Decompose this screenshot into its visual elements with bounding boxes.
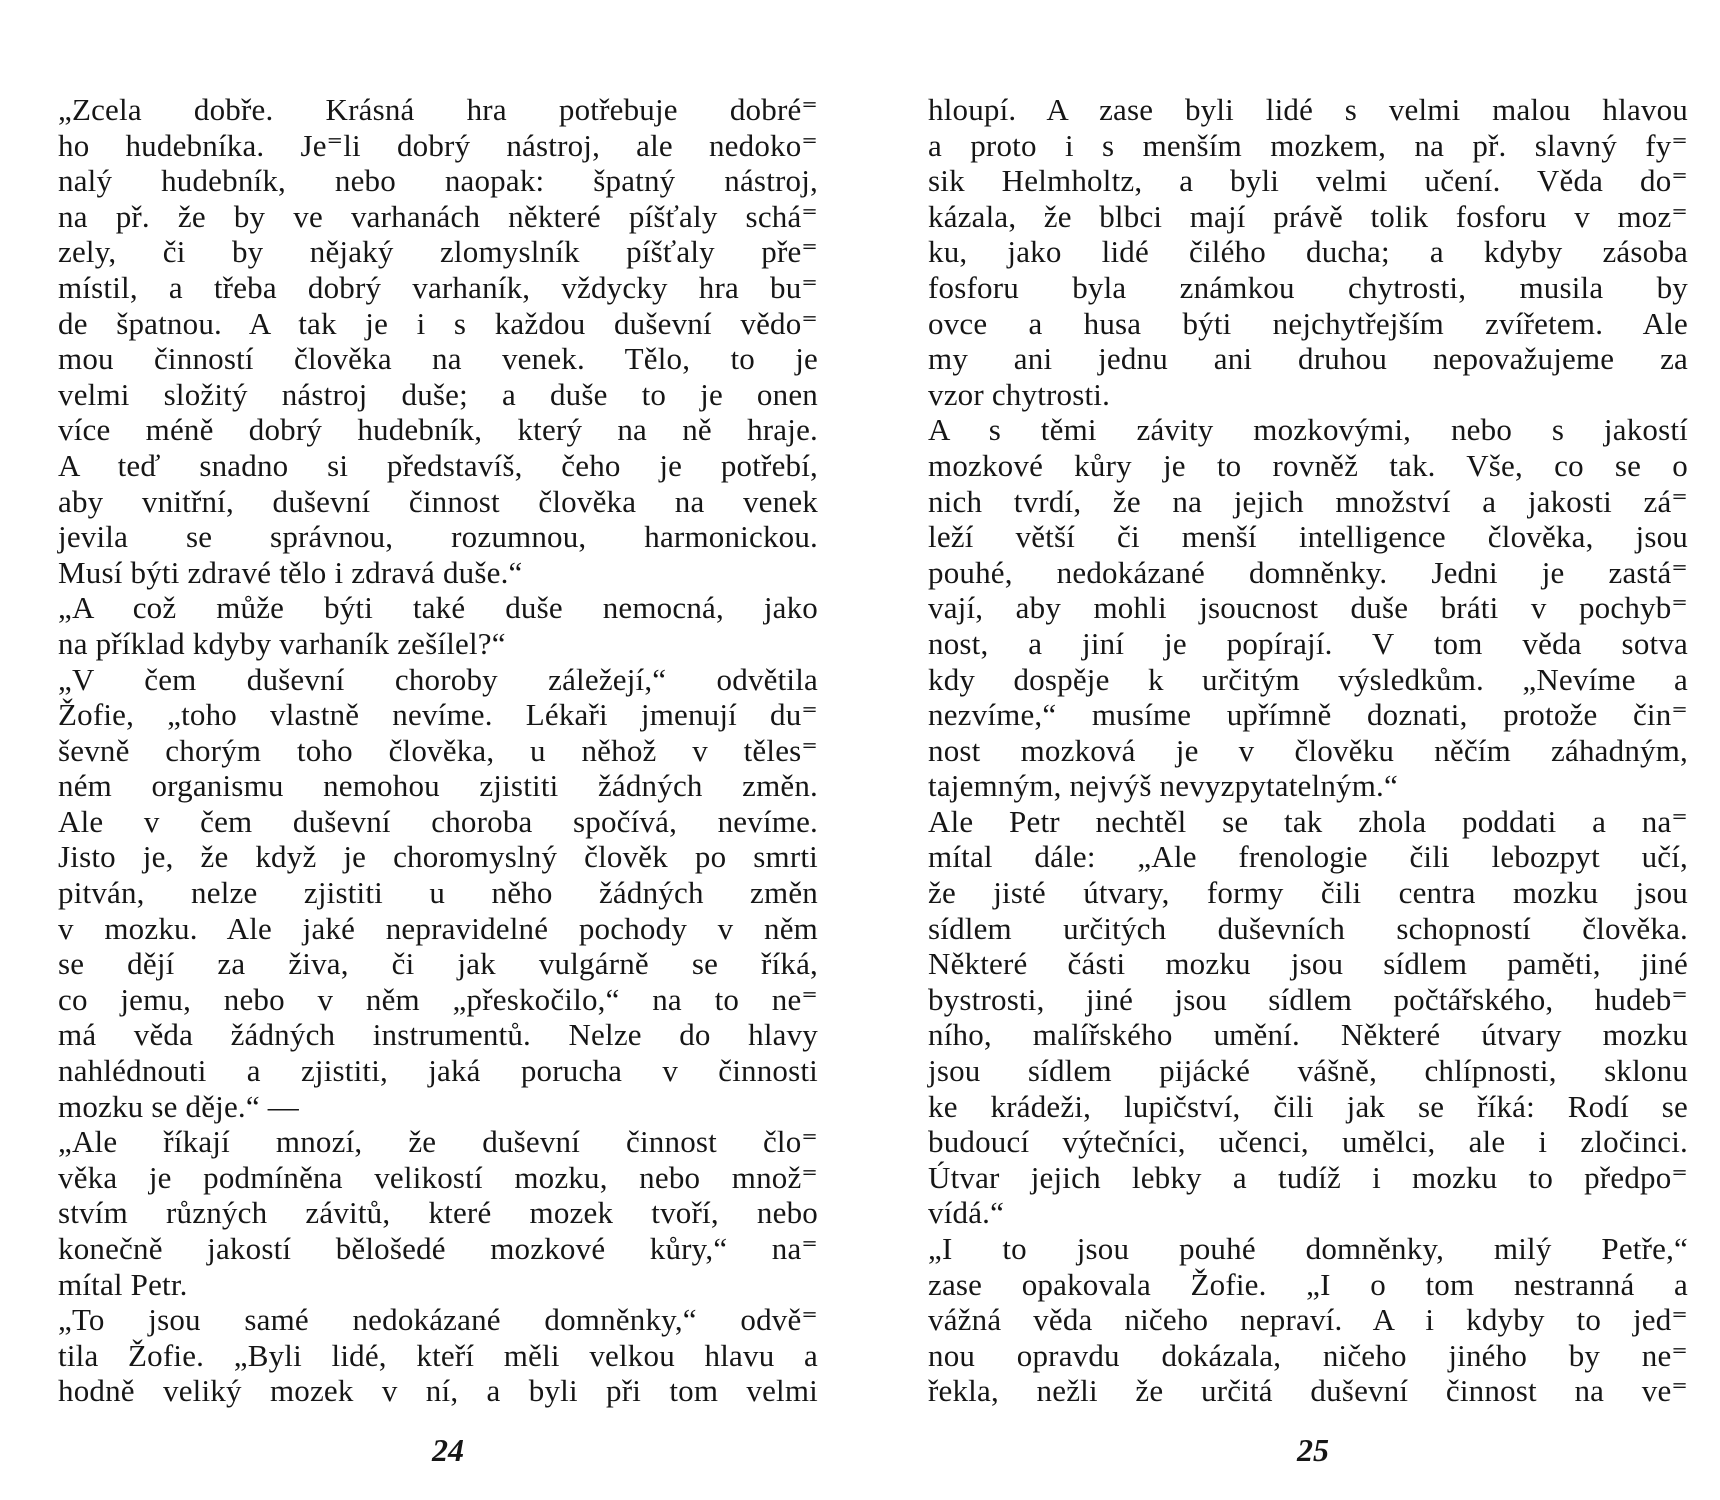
right-page-line: jsou sídlem pijácké vášně, chlípnosti, sklonu — [928, 1053, 1688, 1089]
right-page-line: vají, aby mohli jsoucnost duše bráti v pochyb⁼ — [928, 590, 1688, 626]
left-page-line: mou činností člověka na venek. Tělo, to je — [58, 341, 818, 377]
left-page-line: ho hudebníka. Je⁼li dobrý nástroj, ale nedoko⁼ — [58, 127, 818, 163]
left-page-line: Jisto je, že když je choromyslný člověk po smrti — [58, 839, 818, 875]
left-page-line: co jemu, nebo v něm „přeskočilo,“ na to ne⁼ — [58, 981, 818, 1017]
left-page-line: se dějí za živa, či jak vulgárně se říká, — [58, 946, 818, 982]
right-page-line: leží větší či menší intelligence člověka, jsou — [928, 519, 1688, 555]
right-page-text — [928, 92, 1688, 1409]
left-page-line: více méně dobrý hudebník, který na ně hraje. — [58, 412, 818, 448]
right-page-line: zase opakovala Žofie. „I o tom nestranná a — [928, 1266, 1688, 1302]
right-page-line: mozkové kůry je to rovněž tak. Vše, co se o — [928, 447, 1688, 483]
right-page-line: pouhé, nedokázané domněnky. Jedni je zastá⁼ — [928, 554, 1688, 590]
left-page-line: jevila se správnou, rozumnou, harmonickou. — [58, 519, 818, 555]
left-page-text — [58, 92, 818, 1409]
left-page-line: má věda žádných instrumentů. Nelze do hlavy — [58, 1017, 818, 1053]
left-page-line: hodně veliký mozek v ní, a byli při tom velmi — [58, 1373, 818, 1409]
left-page-line: zely, či by nějaký zlomyslník píšťaly pře⁼ — [58, 234, 818, 270]
left-page-line: ném organismu nemohou zjistiti žádných změn. — [58, 768, 818, 804]
right-page-line: budoucí výtečníci, učenci, umělci, ale i zločinci. — [928, 1124, 1688, 1160]
left-page-line: stvím různých závitů, které mozek tvoří, nebo — [58, 1195, 818, 1231]
right-page-line: vídá.“ — [928, 1195, 1005, 1231]
left-page-line: pitván, nelze zjistiti u něho žádných změn — [58, 875, 818, 911]
left-page-line: ševně chorým toho člověka, u něhož v těles⁼ — [58, 732, 818, 768]
right-page-line: nich tvrdí, že na jejich množství a jakosti zá⁼ — [928, 483, 1688, 519]
left-page-line: aby vnitřní, duševní činnost člověka na venek — [58, 483, 818, 519]
right-page-line: vážná věda ničeho nepraví. A i kdyby to jed⁼ — [928, 1302, 1688, 1338]
left-page-line: na př. že by ve varhanách některé píšťaly schá⁼ — [58, 198, 818, 234]
right-page-line: sídlem určitých duševních schopností člověka. — [928, 910, 1688, 946]
left-page-line: konečně jakostí bělošedé mozkové kůry,“ na⁼ — [58, 1231, 818, 1266]
right-page-line: a proto i s menším mozkem, na př. slavný fy⁼ — [928, 127, 1688, 163]
right-page-line: Ale Petr nechtěl se tak zhola poddati a na⁼ — [928, 803, 1688, 839]
right-page-line: bystrosti, jiné jsou sídlem počtářského, hudeb⁼ — [928, 981, 1688, 1017]
left-page-line: „To jsou samé nedokázané domněnky,“ odvě⁼ — [58, 1302, 818, 1338]
right-page-line: fosforu byla známkou chytrosti, musila by — [928, 269, 1688, 305]
right-page-line: ke krádeži, lupičství, čili jak se říká: Rodí se — [928, 1088, 1688, 1124]
right-page-line: vzor chytrosti. — [928, 376, 1111, 412]
left-page-line: nahlédnouti a zjistiti, jaká porucha v činnosti — [58, 1053, 818, 1089]
right-page-line: my ani jednu ani druhou nepovažujeme za — [928, 341, 1688, 377]
right-page-line: nost mozková je v člověku něčím záhadným, — [928, 732, 1688, 768]
left-page-line: mítal Petr. — [58, 1266, 188, 1302]
right-page-line: Útvar jejich lebky a tudíž i mozku to předpo⁼ — [928, 1159, 1688, 1195]
right-page-line: ního, malířského umění. Některé útvary mozku — [928, 1017, 1688, 1053]
right-page-line: mítal dále: „Ale frenologie čili lebozpyt učí, — [928, 839, 1688, 875]
right-page-line: ku, jako lidé čilého ducha; a kdyby zásoba — [928, 234, 1688, 270]
left-page-line: nalý hudebník, nebo naopak: špatný nástroj, — [58, 163, 818, 199]
left-page-line: na příklad kdyby varhaník zešílel?“ — [58, 625, 506, 661]
right-page-number: 25 — [1297, 1432, 1329, 1468]
right-page-line: „I to jsou pouhé domněnky, milý Petře,“ — [928, 1231, 1688, 1266]
left-page-line: Ale v čem duševní choroba spočívá, nevíme. — [58, 803, 818, 839]
left-page-line: A teď snadno si představíš, čeho je potřebí, — [58, 447, 818, 483]
right-page-line: kdy dospěje k určitým výsledkům. „Nevíme a — [928, 661, 1688, 697]
right-page-line: kázala, že blbci mají právě tolik fosforu v moz⁼ — [928, 198, 1688, 234]
left-page-line: v mozku. Ale jaké nepravidelné pochody v něm — [58, 910, 818, 946]
right-page-line: sik Helmholtz, a byli velmi učení. Věda do⁼ — [928, 163, 1688, 199]
left-page-line: „A což může býti také duše nemocná, jako — [58, 590, 818, 626]
left-page-line: mozku se děje.“ — — [58, 1088, 299, 1124]
right-page-line: že jisté útvary, formy čili centra mozku jsou — [928, 875, 1688, 911]
right-page-line: ovce a husa býti nejchytřejším zvířetem. Ale — [928, 305, 1688, 341]
left-page-line: de špatnou. A tak je i s každou duševní vědo⁼ — [58, 305, 818, 341]
left-page-line: tila Žofie. „Byli lidé, kteří měli velkou hlavu a — [58, 1337, 818, 1373]
right-page-line: hloupí. A zase byli lidé s velmi malou hlavou — [928, 92, 1688, 127]
left-page-line: „V čem duševní choroby záležejí,“ odvětila — [58, 661, 818, 697]
left-page-line: místil, a třeba dobrý varhaník, vždycky hra bu⁼ — [58, 269, 818, 305]
right-page-line: nezvíme,“ musíme upřímně doznati, protože čin⁼ — [928, 697, 1688, 733]
left-page-line: „Ale říkají mnozí, že duševní činnost člo⁼ — [58, 1124, 818, 1160]
right-page-line: nou opravdu dokázala, ničeho jiného by ne⁼ — [928, 1337, 1688, 1373]
right-page-line: A s těmi závity mozkovými, nebo s jakostí — [928, 412, 1688, 448]
left-page-line: velmi složitý nástroj duše; a duše to je onen — [58, 376, 818, 412]
right-page-line: tajemným, nejvýš nevyzpytatelným.“ — [928, 768, 1398, 804]
right-page-line: nost, a jiní je popírají. V tom věda sotva — [928, 625, 1688, 661]
left-page-number: 24 — [432, 1432, 464, 1468]
left-page-line: věka je podmíněna velikostí mozku, nebo množ⁼ — [58, 1159, 818, 1195]
right-page-line: řekla, nežli že určitá duševní činnost na ve⁼ — [928, 1373, 1688, 1409]
left-page-line: „Zcela dobře. Krásná hra potřebuje dobré⁼ — [58, 92, 818, 127]
left-page-line: Žofie, „toho vlastně nevíme. Lékaři jmenují du⁼ — [58, 697, 818, 733]
right-page-line: Některé části mozku jsou sídlem paměti, jiné — [928, 946, 1688, 982]
left-page-line: Musí býti zdravé tělo i zdravá duše.“ — [58, 554, 523, 590]
